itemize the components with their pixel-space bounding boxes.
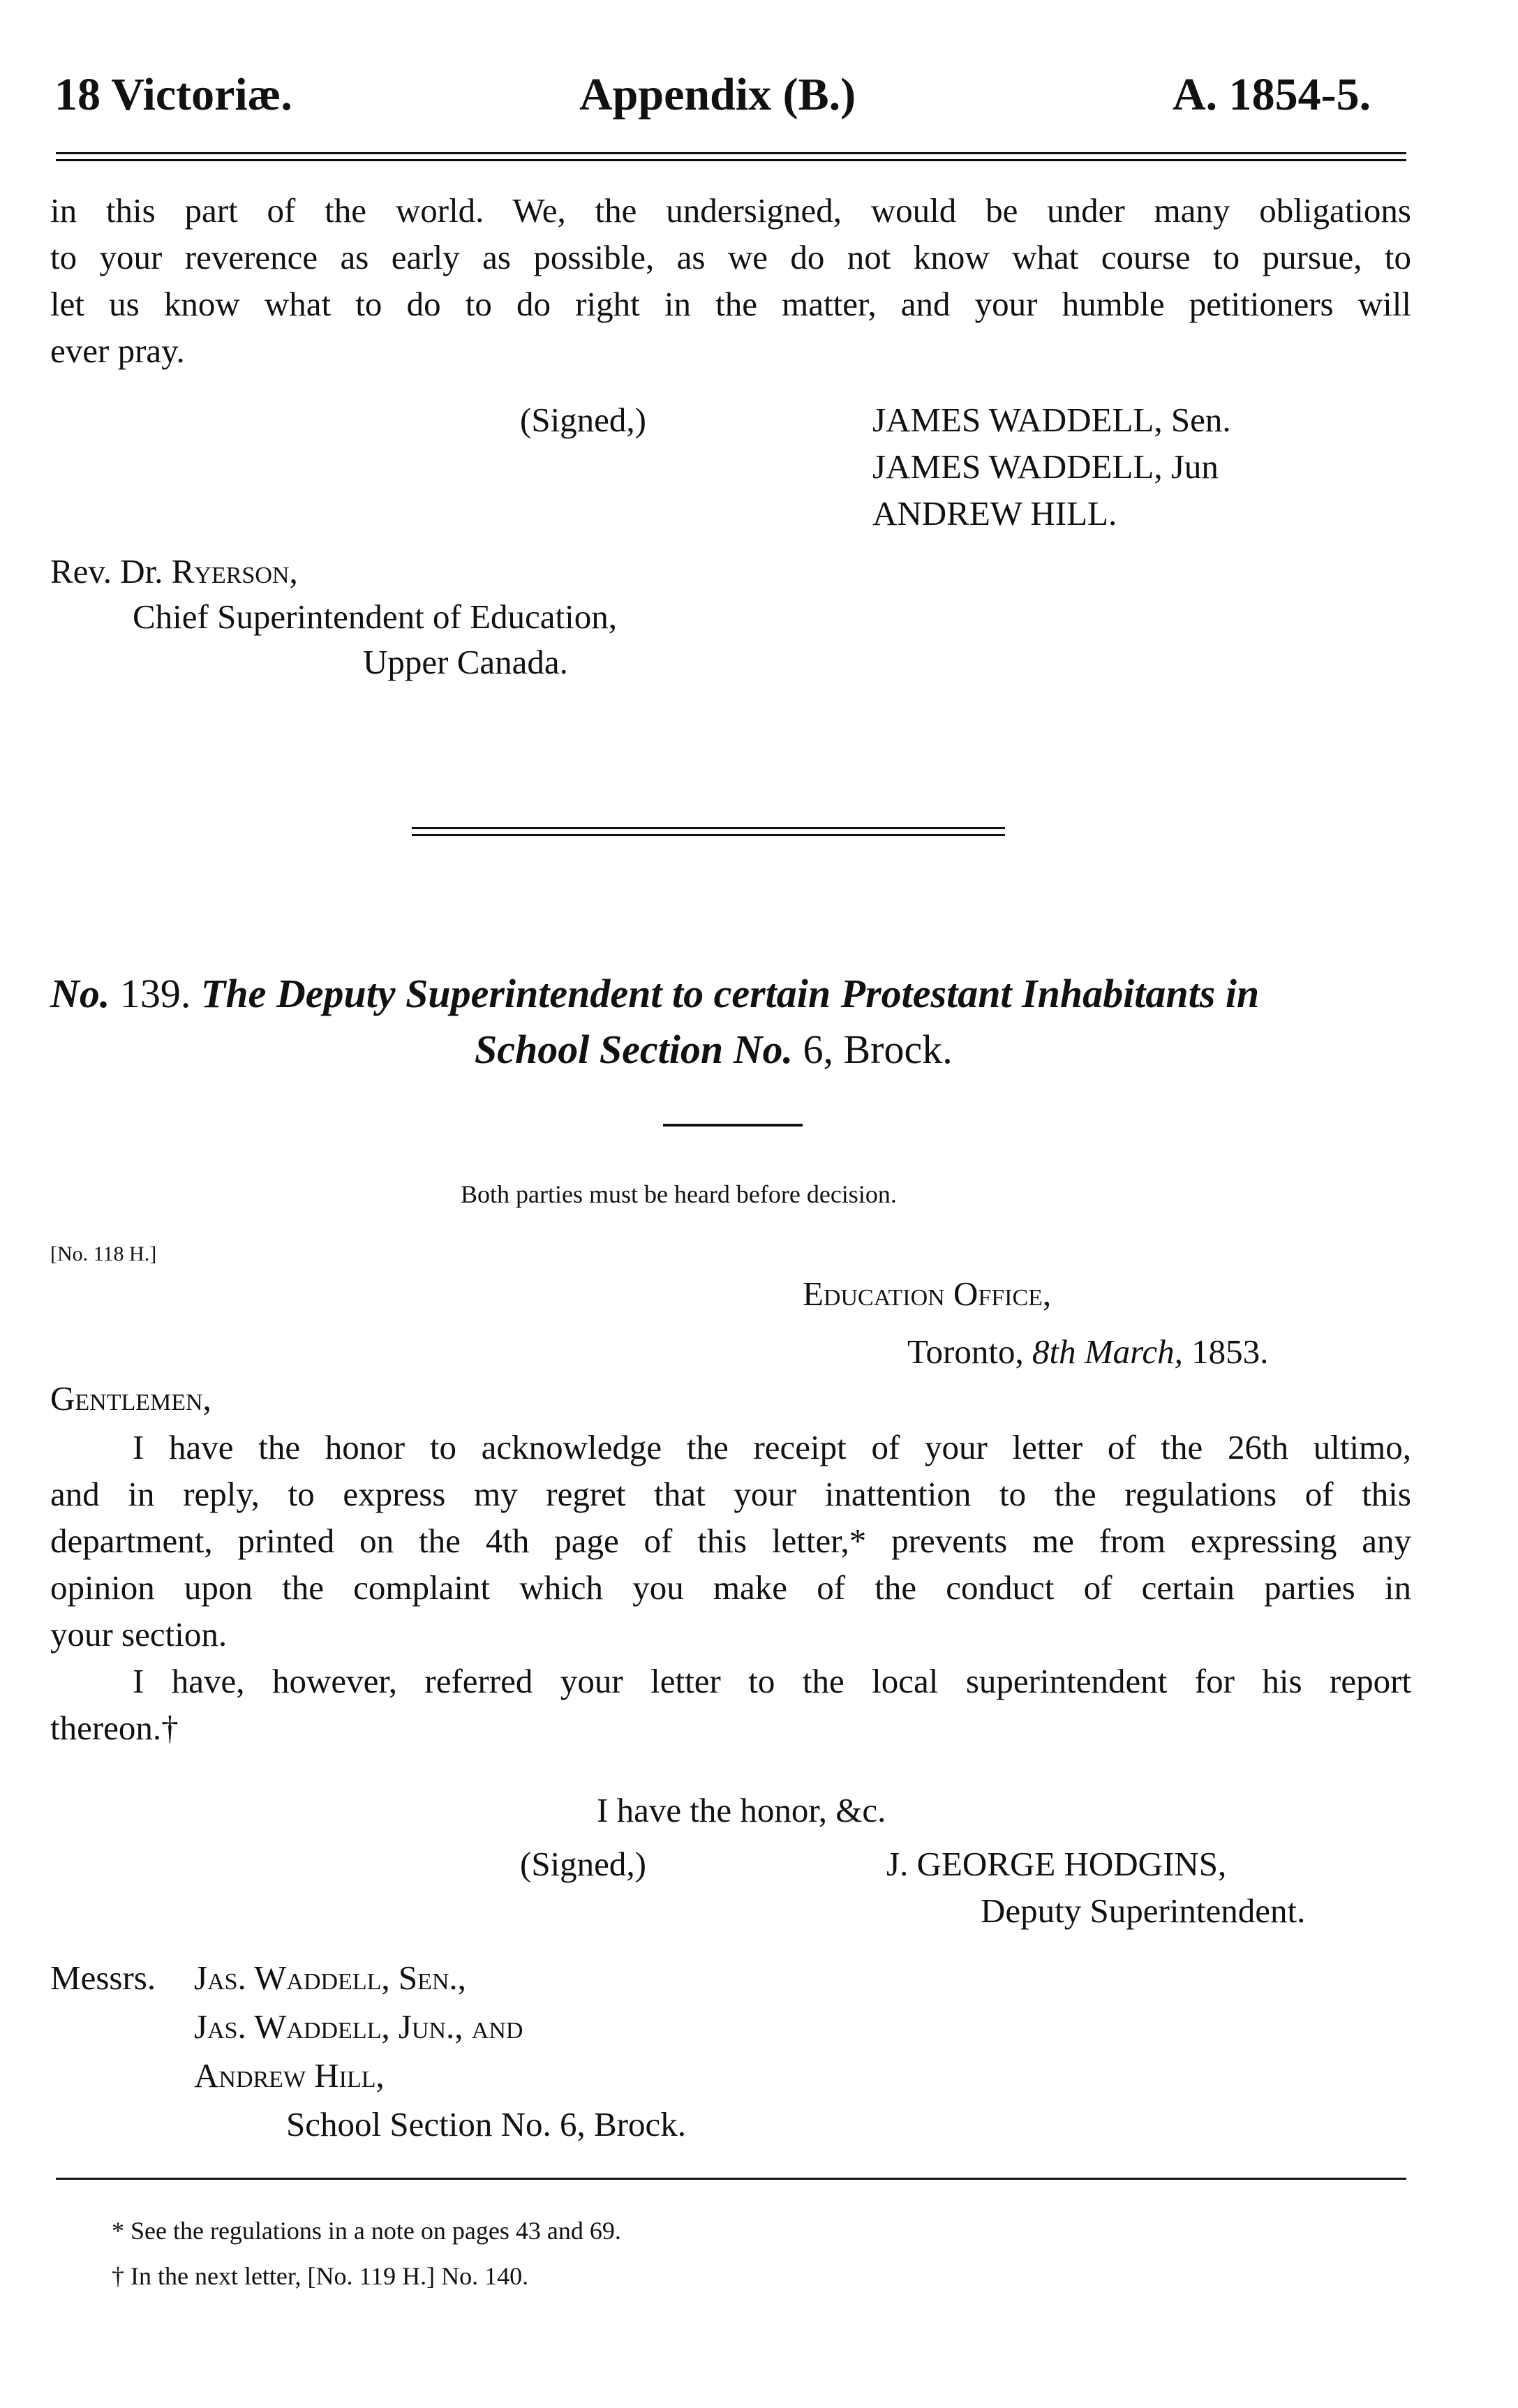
recipient-line: School Section No. 6, Brock.	[286, 2105, 686, 2143]
petition-addressee-line2: Chief Superintendent of Education,	[133, 597, 617, 636]
footnote-rule	[56, 2178, 1406, 2180]
letter-body-line: and in reply, to express my regret that your inattention to the regulations of this	[50, 1475, 1411, 1513]
letter-body-line: thereon.†	[50, 1709, 179, 1747]
petition-signed-label: (Signed,)	[520, 401, 646, 439]
header-center: Appendix (B.)	[579, 69, 856, 120]
petition-text	[50, 187, 1411, 374]
recipient-line: Andrew Hill,	[194, 2056, 385, 2095]
footnote: † In the next letter, [No. 119 H.] No. 140.	[112, 2262, 529, 2290]
letter-title-part: 6, Brock.	[793, 1027, 953, 1072]
section-divider-bottom	[412, 834, 1005, 836]
date-place: Toronto,	[907, 1332, 1032, 1371]
letter-signer: J. GEORGE HODGINS,	[886, 1845, 1227, 1883]
recipient-line: Jas. Waddell, Jun., and	[194, 2007, 523, 2046]
letter-body-paragraph-2	[50, 1658, 1411, 1751]
date-year: 1853.	[1182, 1332, 1269, 1371]
letter-closing: I have the honor, &c.	[597, 1791, 886, 1829]
letter-title-part: No.	[733, 1027, 793, 1072]
letter-body-paragraph-1	[50, 1424, 1411, 1658]
petition-signatory: ANDREW HILL.	[872, 494, 1117, 533]
petition-signatory: JAMES WADDELL, Sen.	[872, 401, 1231, 439]
recipient-line: Jas. Waddell, Sen.,	[194, 1959, 466, 1997]
petition-line: let us know what to do to do right in the matter, and your humble petitioners will	[50, 285, 1411, 323]
letter-body-line: your section.	[50, 1615, 228, 1653]
letter-signer-title: Deputy Superintendent.	[981, 1892, 1306, 1930]
petition-addressee-line3: Upper Canada.	[363, 643, 568, 681]
petition-addressee-line1	[50, 548, 298, 595]
letter-title-line2	[475, 1026, 953, 1073]
letter-signed-label: (Signed,)	[520, 1845, 646, 1883]
letter-summary: Both parties must be heard before decision.	[461, 1180, 897, 1208]
letter-body-line: I have the honor to acknowledge the receipt of your letter of the 26th ultimo,	[133, 1428, 1411, 1466]
letter-number: 139.	[119, 971, 191, 1016]
letter-title-text: The Deputy Superintendent to certain Protestant Inhabitants in	[200, 971, 1260, 1016]
footnote: * See the regulations in a note on pages 43 and 69.	[112, 2217, 621, 2245]
letter-reference: [No. 118 H.]	[50, 1242, 157, 1265]
letter-place-date	[907, 1328, 1268, 1375]
header-rule-bottom	[56, 159, 1406, 161]
header-right: A. 1854-5.	[1173, 69, 1371, 120]
title-rule	[663, 1124, 803, 1127]
petition-signatory: JAMES WADDELL, Jun	[872, 447, 1219, 486]
letter-body-line: I have, however, referred your letter to the local superintendent for his report	[133, 1662, 1411, 1700]
letter-salutation: Gentlemen,	[50, 1379, 211, 1418]
section-divider-top	[412, 827, 1005, 829]
date-day-month: 8th March,	[1032, 1332, 1183, 1371]
letter-number-label: No.	[50, 971, 110, 1016]
letter-title-part: School Section	[475, 1027, 734, 1072]
letter-title-line1	[50, 970, 1259, 1017]
header-rule-top	[56, 152, 1406, 154]
recipient-prefix: Messrs.	[50, 1959, 156, 1997]
petition-line: to your reverence as early as possible, as we do not know what course to pursue, to	[50, 238, 1411, 276]
letter-body-line: department, printed on the 4th page of this letter,* prevents me from expressing any	[50, 1522, 1411, 1560]
addressee-name: Ryerson,	[171, 552, 298, 590]
header-left: 18 Victoriæ.	[54, 69, 292, 120]
letter-office: Education Office,	[803, 1274, 1052, 1313]
letter-body-line: opinion upon the complaint which you make of the conduct of certain parties in	[50, 1568, 1411, 1607]
addressee-prefix: Rev. Dr.	[50, 552, 172, 590]
petition-line: in this part of the world. We, the undersigned, would be under many obligations	[50, 191, 1411, 230]
petition-line: ever pray.	[50, 332, 185, 370]
